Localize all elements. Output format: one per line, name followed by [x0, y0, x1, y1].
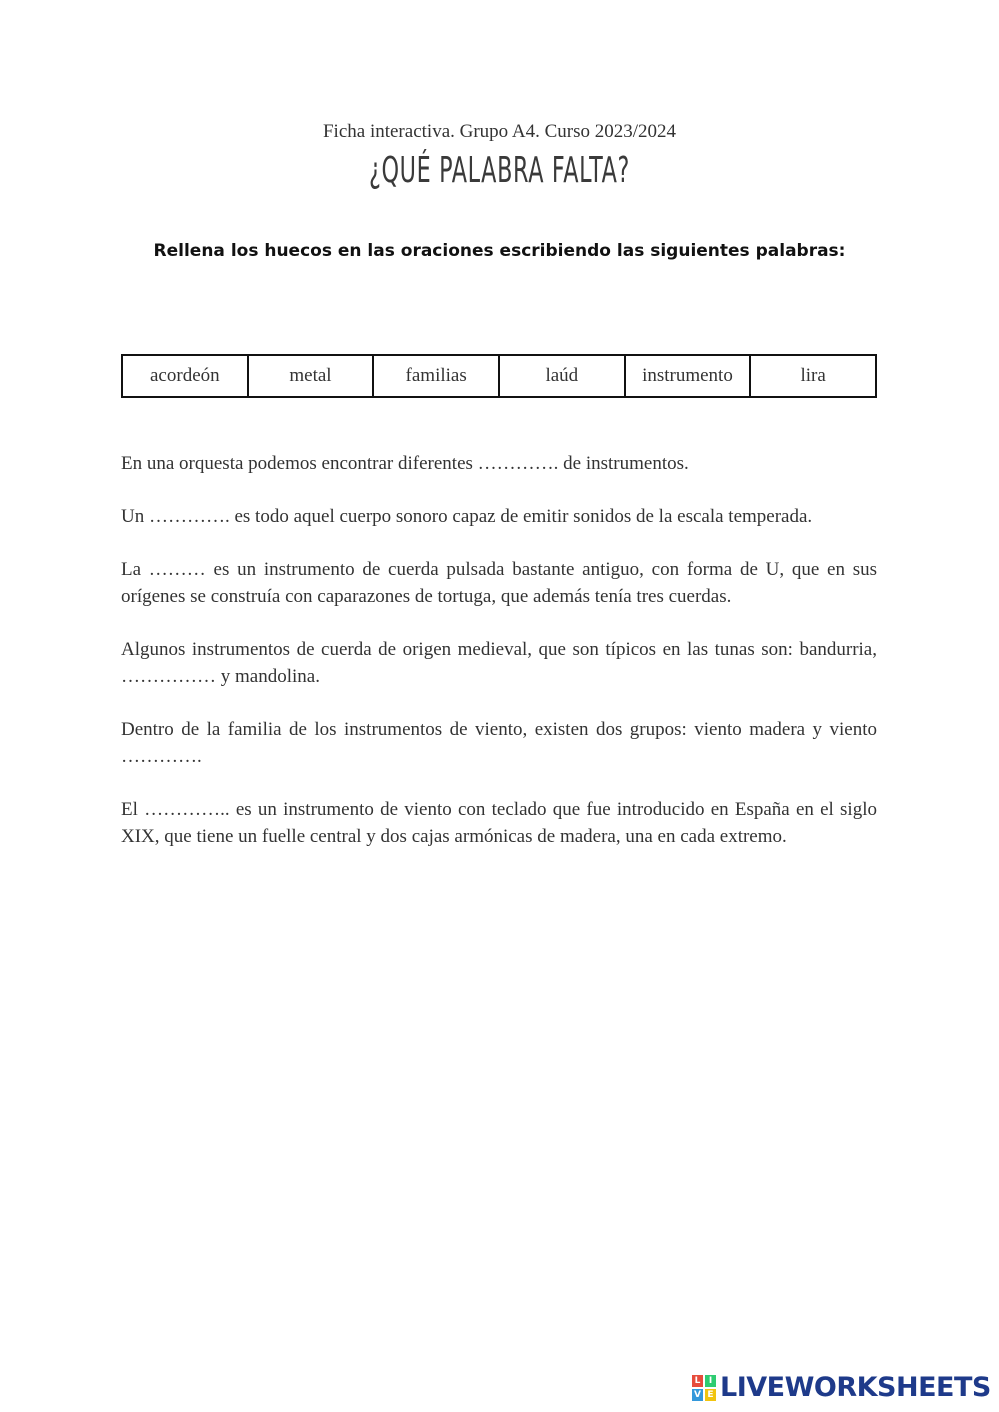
logo-text: LIVEWORKSHEETS — [720, 1372, 991, 1403]
word-bank-table — [121, 354, 877, 398]
sentences-list — [121, 450, 877, 876]
instructions-text: Rellena los huecos en las oraciones escribiendo las siguientes palabras: — [153, 241, 846, 261]
liveworksheets-logo — [692, 1372, 991, 1403]
sentence: Un …………. es todo aquel cuerpo sonoro capaz de emitir sonidos de la escala temperada. — [121, 506, 813, 527]
logo-letter: I — [705, 1375, 716, 1387]
word-bank-row — [122, 355, 876, 397]
word-bank-cell: lira — [750, 355, 876, 397]
logo-letter: L — [692, 1375, 703, 1387]
worksheet-subtitle: Ficha interactiva. Grupo A4. Curso 2023/2024 — [322, 121, 677, 142]
worksheet-title: ¿QUÉ PALABRA FALTA? — [369, 150, 630, 191]
sentence: Algunos instrumentos de cuerda de origen medieval, que son típicos en las tunas son: bandurria, …………… y mandolina. — [121, 639, 877, 687]
sentence: El ………….. es un instrumento de viento con teclado que fue introducido en España en el siglo XIX, que tiene un fuelle central y dos cajas armónicas de madera, una en cada extremo. — [121, 799, 877, 847]
liveworksheets-logo-icon — [692, 1375, 716, 1401]
word-bank-cell: metal — [248, 355, 374, 397]
logo-letter: E — [705, 1389, 716, 1401]
word-bank-cell: instrumento — [625, 355, 751, 397]
sentence: Dentro de la familia de los instrumentos de viento, existen dos grupos: viento madera y viento …………. — [121, 719, 877, 767]
word-bank-cell: acordeón — [122, 355, 248, 397]
word-bank-cell: familias — [373, 355, 499, 397]
logo-letter: V — [692, 1389, 703, 1401]
word-bank-cell: laúd — [499, 355, 625, 397]
sentence: En una orquesta podemos encontrar diferentes …………. de instrumentos. — [121, 453, 689, 474]
sentence: La ……… es un instrumento de cuerda pulsada bastante antiguo, con forma de U, que en sus orígenes se construía con caparazones de tortuga, que además tenía tres cuerdas. — [121, 559, 877, 607]
